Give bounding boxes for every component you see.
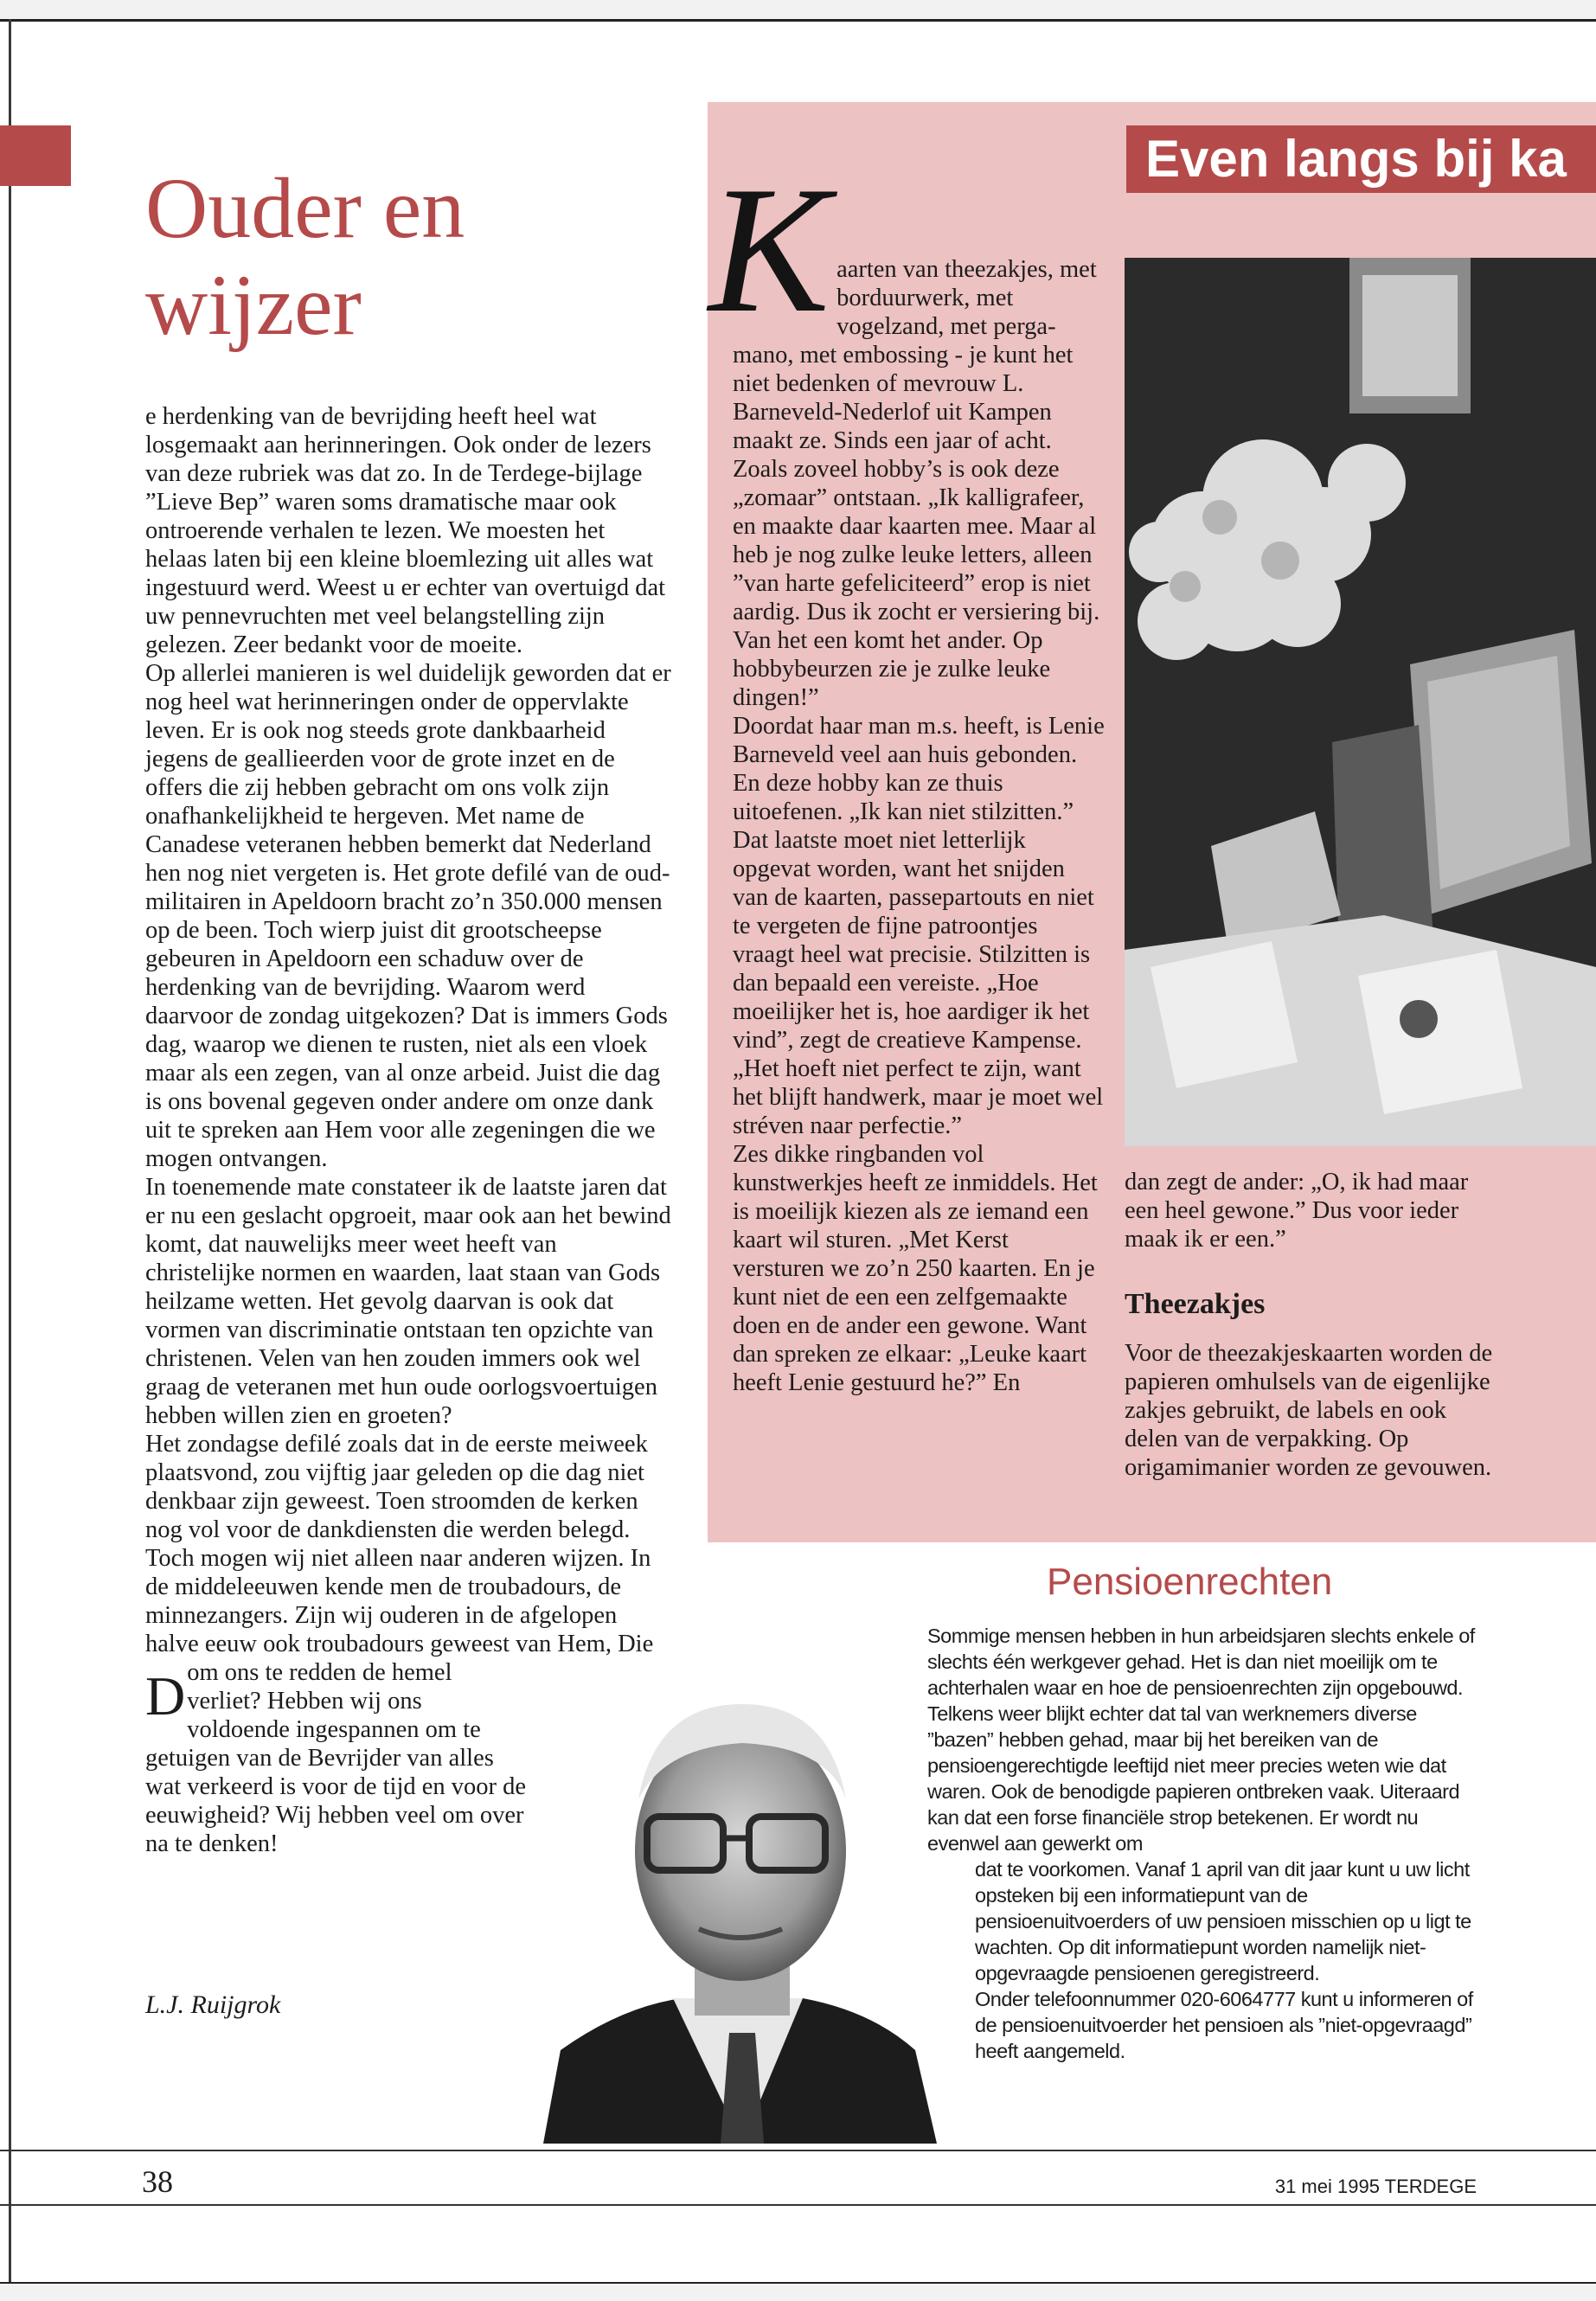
footer-issue-date: 31 mei 1995 TERDEGE — [1274, 2176, 1477, 2197]
feature-banner: Even langs bij ka — [1126, 125, 1596, 193]
author-signature: L.J. Ruijgrok — [145, 1990, 281, 2019]
footer-rule-bottom — [0, 2204, 1596, 2206]
article-title-line-1: Ouder en — [145, 160, 465, 256]
subheading-theezakjes: Theezakjes — [1125, 1288, 1266, 1320]
scan-border-top — [0, 0, 1596, 19]
scan-edge-line — [0, 19, 1596, 22]
cards-photo-image — [1125, 258, 1596, 1146]
page-number: 38 — [142, 2164, 173, 2199]
drop-cap: D — [145, 1665, 186, 1727]
pension-body — [927, 1623, 1481, 2064]
feature-paragraph-5: Voor de theezakjeskaarten worden de papieren omhulsels van de eigenlijke zakjes gebruikt, de labels en ook delen van de verpakking. Op origamimanier worden ze gevouwen. — [1125, 1340, 1493, 1481]
column-feature-body — [708, 150, 1105, 1397]
column-theezakjes — [1125, 1339, 1505, 1482]
drop-cap-k: K — [708, 150, 830, 350]
paragraph-2: Op allerlei manieren is wel duidelijk geworden dat er nog heel wat herinneringen onder de oppervlakte leven. Er is ook nog steeds grote dankbaarheid jegens de geallieerden voor de grote inzet en de offers die zij hebben gebracht om ons volk zijn onafhankelijkheid te hergeven. Met name de Canadese veteranen hebben bemerkt dat Nederland hen nog niet vergeten is. Het grote defilé van de oud-militairen in Apeldoorn bracht zo’n 350.000 mensen op de been. Toch wierp juist dit grootscheepse gebeuren in Apeldoorn een schaduw over de herdenking van de bevrijding. Waarom werd daarvoor de zondag uitgekozen? Dat is immers Gods dag, waarop we dienen te rusten, niet als een vloek maar als een zegen, van al onze arbeid. Juist die dag is ons bovenal gegeven onder andere om onze dank uit te spreken aan Hem voor alle zegeningen die we mogen ontvangen. — [145, 660, 671, 1172]
scan-border-bottom — [0, 2284, 1596, 2301]
author-portrait-photo — [543, 1670, 937, 2144]
portrait-image — [543, 1670, 937, 2144]
paragraph-3: In toenemende mate constateer ik de laatste jaren dat er nu een geslacht opgroeit, maar ook aan het bewind komt, dat nauwelijks meer weet heeft van christelijke normen en waarden, laat staan van Gods heilzame wetten. Het gevolg daarvan is ook dat vormen van discriminatie ontstaan ten opzichte van christenen. Velen van hen zouden immers ook wel graag de veteranen met hun oude oorlogsvoertuigen hebben willen zien en groeten? — [145, 1174, 671, 1429]
cards-photo — [1125, 258, 1596, 1146]
article-title-line-2: wijzer — [145, 257, 362, 353]
scan-border-left — [9, 19, 11, 2285]
pension-paragraph-1: Sommige mensen hebben in hun arbeidsjaren slechts enkele of slechts één werkgever gehad. Het is dan niet moeilijk om te achterhalen waar en hoe de pensioenrechten zijn opgebouwd. Telkens weer blijkt echter dat tal van werknemers diverse ”bazen” hebben gehad, maar bij het bereiken van de pensioengerechtigde leeftijd niet meer precies weten wie dat waren. Ook de benodigde papieren ontbreken vaak. Uiteraard kan dat een forse financiële strop betekenen. Er wordt nu evenwel aan gewerkt om — [927, 1625, 1475, 1855]
feature-paragraph-1: Kaarten van theezakjes, met borduurwerk, met vogelzand, met pergamano, met embossing - je kunt het niet bedenken of mevrouw L. Barneveld-Nederlof uit Kampen maakt ze. Sinds een jaar of acht. Zoals zoveel hobby’s is ook deze „zomaar” ontstaan. „Ik kalligrafeer, en maakte daar kaarten mee. Maar al heb je nog zulke leuke letters, alleen ”van harte gefeliciteerd” erop is niet aardig. Dus ik zocht er versiering bij. Van het een komt het ander. Op hobbybeurzen zie je zulke leuke dingen!” — [708, 150, 1100, 711]
column-feature-continued — [1125, 1168, 1505, 1253]
pension-paragraph-2: dat te voorkomen. Vanaf 1 april van dit jaar kunt u uw licht opsteken bij een informatiepunt van de pensioenuitvoerders of uw pensioen misschien op u ligt te wachten. Op dit informatiepunt worden namelijk niet-opgevraagde pensioenen geregistreerd. — [975, 1858, 1471, 1984]
feature-paragraph-2: Doordat haar man m.s. heeft, is Lenie Barneveld veel aan huis gebonden. En deze hobby kan ze thuis uitoefenen. „Ik kan niet stilzitten.” Dat laatste moet niet letterlijk opgevat worden, want het snijden van de kaarten, passepartouts en niet te vergeten de fijne patroontjes vraagt heel wat precisie. Stilzitten is dan bepaald een vereiste. „Hoe moeilijker het is, hoe aardiger ik het vind”, zegt de creatieve Kampense. „Het hoeft niet perfect te zijn, want het blijft handwerk, maar je moet wel stréven naar perfectie.” — [733, 713, 1105, 1139]
article-title — [145, 160, 630, 354]
feature-paragraph-3: Zes dikke ringbanden vol kunstwerkjes heeft ze inmiddels. Het is moeilijk kiezen als ze iemand een kaart wil sturen. „Met Kerst versturen we zo’n 250 kaarten. En je kunt niet de een een zelfgemaakte doen en de ander een gewone. Want dan spreken ze elkaar: „Leuke kaart heeft Lenie gestuurd he?” En — [733, 1141, 1098, 1396]
section-marker — [0, 125, 71, 186]
paragraph-4: Het zondagse defilé zoals dat in de eerste meiweek plaatsvond, zou vijftig jaar geleden op die dag niet denkbaar zijn geweest. Toen stroomden de kerken nog vol voor de dankdiensten die werden belegd. Toch mogen wij niet alleen naar anderen wijzen. In de middeleeuwen kende men de troubadours, de minnezangers. Zijn wij ouderen in de afgelopen halve eeuw ook troubadours geweest van Hem, Die om ons te redden de hemel verliet? Hebben wij ons voldoende ingespannen om te getuigen van de Bevrijder van alles wat verkeerd is voor de tijd en voor de eeuwigheid? Wij hebben veel om over na te denken! — [145, 1431, 654, 1857]
feature-paragraph-4: dan zegt de ander: „O, ik had maar een heel gewone.” Dus voor ieder maak ik er een.” — [1125, 1169, 1469, 1253]
footer-rule-top — [0, 2150, 1596, 2151]
paragraph-1: D e herdenking van de bevrijding heeft heel wat losgemaakt aan herinneringen. Ook onder de lezers van deze rubriek was dat zo. In de Terdege-bijlage ”Lieve Bep” waren soms dramatische maar ook ontroerende verhalen te lezen. We moesten het helaas laten bij een kleine bloemlezing uit alles wat ingestuurd werd. Weest u er echter van overtuigd dat uw pennevruchten met veel belangstelling zijn gelezen. Zeer bedankt voor de moeite. — [145, 403, 666, 1727]
pension-title: Pensioenrechten — [1047, 1561, 1333, 1603]
pension-paragraph-3: Onder telefoonnummer 020-6064777 kunt u informeren of de pensioenuitvoerder het pensioen als ”niet-opgevraagd” heeft aangemeld. — [975, 1988, 1473, 2062]
